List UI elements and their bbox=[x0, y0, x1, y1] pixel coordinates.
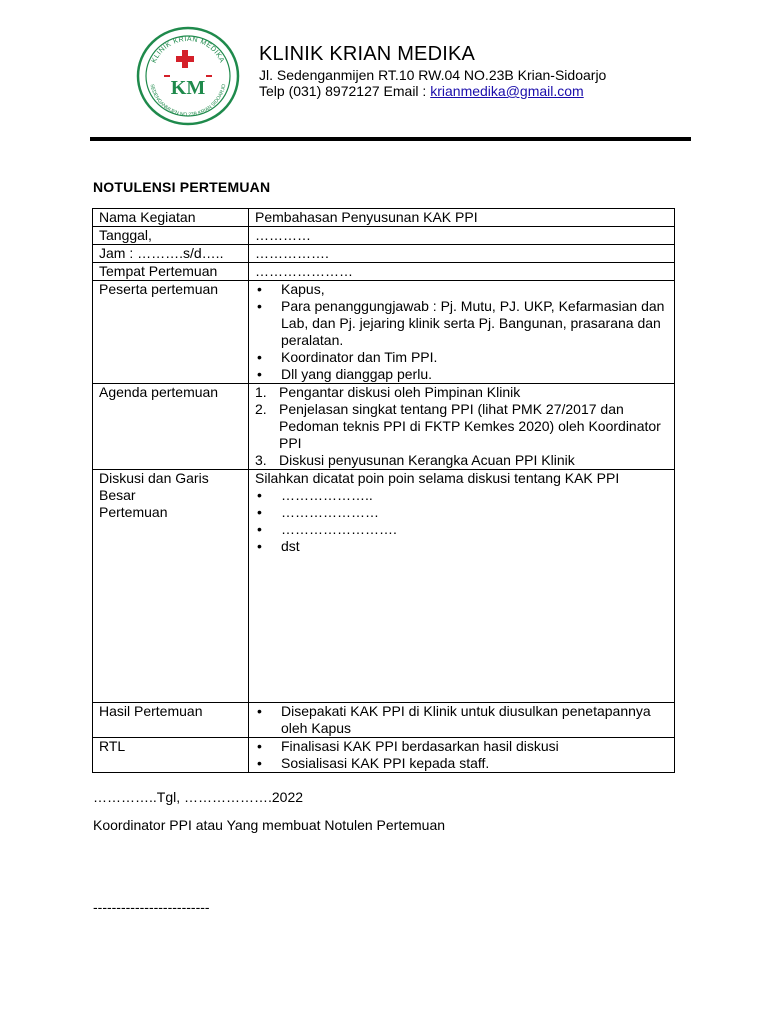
row-value: ………… bbox=[249, 227, 675, 245]
email-link[interactable]: krianmedika@gmail.com bbox=[430, 83, 584, 99]
table-row bbox=[93, 263, 675, 281]
row-label: RTL bbox=[93, 738, 249, 773]
table-row bbox=[93, 281, 675, 384]
row-value: ………………… bbox=[249, 263, 675, 281]
row-value bbox=[249, 281, 675, 384]
row-value bbox=[249, 703, 675, 738]
header-divider bbox=[90, 137, 691, 141]
list-item: • ……………….. bbox=[255, 487, 668, 504]
row-value bbox=[249, 738, 675, 773]
row-label bbox=[93, 470, 249, 703]
table-row bbox=[93, 738, 675, 773]
row-label: Hasil Pertemuan bbox=[93, 703, 249, 738]
row-value: ……………. bbox=[249, 245, 675, 263]
row-value: Pembahasan Penyusunan KAK PPI bbox=[249, 209, 675, 227]
row-label: Nama Kegiatan bbox=[93, 209, 249, 227]
discussion-label: Diskusi dan Garis Besar bbox=[99, 470, 209, 503]
discussion-list bbox=[255, 487, 668, 555]
row-label: Agenda pertemuan bbox=[93, 384, 249, 470]
table-row bbox=[93, 227, 675, 245]
result-list bbox=[255, 703, 668, 737]
participant-list bbox=[255, 281, 668, 383]
list-item: 2. Penjelasan singkat tentang PPI (lihat PMK 27/2017 dan Pedoman teknis PPI di FKTP Kemkes 2020) oleh Koordinator PPI bbox=[255, 401, 661, 451]
clinic-name: KLINIK KRIAN MEDIKA bbox=[259, 43, 476, 65]
list-item: • ……………………. bbox=[255, 521, 668, 538]
clinic-address: Jl. Sedenganmijen RT.10 RW.04 NO.23B Krian-Sidoarjo bbox=[259, 67, 607, 83]
list-item: • Para penanggungjawab : Pj. Mutu, PJ. UKP, Kefarmasian dan Lab, dan Pj. jejaring klinik serta Pj. Bangunan, prasarana dan peralatan. bbox=[255, 298, 668, 349]
list-item: • Disepakati KAK PPI di Klinik untuk diusulkan penetapannya oleh Kapus bbox=[255, 703, 668, 737]
list-item: 1. Pengantar diskusi oleh Pimpinan Klinik bbox=[255, 384, 521, 400]
logo-letters: KM bbox=[170, 77, 206, 99]
clinic-contact bbox=[259, 83, 584, 99]
logo-top-text: KLINIK KRIAN MEDIKA bbox=[150, 35, 226, 65]
red-cross-icon bbox=[176, 50, 194, 68]
list-item: 3. Diskusi penyusunan Kerangka Acuan PPI Klinik bbox=[255, 452, 575, 468]
signature-line: ------------------------- bbox=[93, 899, 210, 915]
minutes-table bbox=[92, 208, 675, 773]
list-item: • Finalisasi KAK PPI berdasarkan hasil diskusi bbox=[255, 738, 668, 755]
page-title: NOTULENSI PERTEMUAN bbox=[93, 179, 271, 195]
list-item: • Sosialisasi KAK PPI kepada staff. bbox=[255, 755, 668, 772]
agenda-list bbox=[255, 384, 668, 469]
date-line: …………..Tgl, ……………….2022 bbox=[93, 789, 304, 805]
phone-text: Telp (031) 8972127 Email : bbox=[259, 83, 431, 99]
signer-title: Koordinator PPI atau Yang membuat Notulen Pertemuan bbox=[93, 817, 446, 833]
row-label: Tanggal, bbox=[93, 227, 249, 245]
table-row bbox=[93, 209, 675, 227]
list-item: • Kapus, bbox=[255, 281, 668, 298]
table-row bbox=[93, 384, 675, 470]
list-item: • ………………… bbox=[255, 504, 668, 521]
list-item: • Koordinator dan Tim PPI. bbox=[255, 349, 668, 366]
discussion-intro: Silahkan dicatat poin poin selama diskusi tentang KAK PPI bbox=[255, 470, 620, 486]
row-value bbox=[249, 470, 675, 703]
table-row bbox=[93, 245, 675, 263]
row-label: Peserta pertemuan bbox=[93, 281, 249, 384]
table-row bbox=[93, 470, 675, 703]
followup-list bbox=[255, 738, 668, 772]
row-label: Tempat Pertemuan bbox=[93, 263, 249, 281]
list-item: • Dll yang dianggap perlu. bbox=[255, 366, 668, 383]
clinic-logo bbox=[136, 26, 240, 126]
list-item: • dst bbox=[255, 538, 668, 555]
row-label: Jam : ……….s/d….. bbox=[93, 245, 249, 263]
logo-bottom-text: SEDENGANMIJEN NO.23B KRIAN SIDOARJO bbox=[148, 83, 228, 119]
discussion-label: Pertemuan bbox=[99, 504, 168, 520]
row-value bbox=[249, 384, 675, 470]
table-row bbox=[93, 703, 675, 738]
